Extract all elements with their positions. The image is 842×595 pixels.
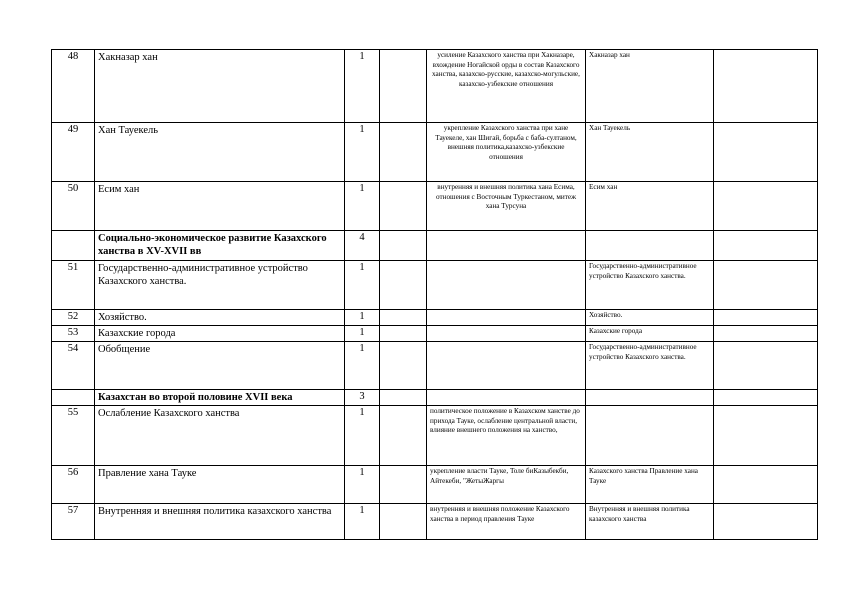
empty-cell: [380, 231, 427, 261]
lesson-number: [52, 231, 95, 261]
lesson-number: 54: [52, 342, 95, 390]
lesson-content: [427, 390, 586, 406]
table-row: [52, 50, 818, 123]
lesson-topic: Обобщение: [95, 342, 345, 390]
lesson-number: 55: [52, 406, 95, 466]
lesson-content: политическое положение в Казахском ханстве до прихода Тауке, ослабление центральной власти, влияние внешнего положения на ханство,: [427, 406, 586, 466]
lesson-content: укрепление власти Тауке, Толе биКазыбекби, Айтекеби, "ЖетыЖаргы: [427, 466, 586, 504]
section-row: [52, 390, 818, 406]
table-row: [52, 261, 818, 310]
lesson-terms: Внутренняя и внешняя политика казахского ханства: [586, 504, 714, 540]
section-row: [52, 231, 818, 261]
table-row: [52, 182, 818, 231]
lesson-terms: Государственно-административное устройство Казахского ханства.: [586, 261, 714, 310]
section-title: Социально-экономическое развитие Казахского ханства в XV-XVII вв: [95, 231, 345, 261]
lesson-terms: Хан Тауекель: [586, 123, 714, 182]
lesson-number: 49: [52, 123, 95, 182]
empty-cell: [380, 342, 427, 390]
lesson-topic: Есим хан: [95, 182, 345, 231]
table-row: [52, 123, 818, 182]
lesson-content: усиление Казахского ханства при Хакназаре, вхождение Ногайской орды в состав Казахского ханства, казахско-русские, казахско-могульские, казахско-узбекские отношения: [427, 50, 586, 123]
empty-cell: [380, 326, 427, 342]
lesson-number: 56: [52, 466, 95, 504]
section-hours: 4: [345, 231, 380, 261]
lesson-terms: Хозяйство.: [586, 310, 714, 326]
lesson-terms: Государственно-административное устройство Казахского ханства.: [586, 342, 714, 390]
lesson-hours: 1: [345, 50, 380, 123]
lesson-number: 52: [52, 310, 95, 326]
lesson-hours: 1: [345, 342, 380, 390]
empty-cell: [714, 504, 818, 540]
lesson-content: [427, 326, 586, 342]
lesson-content: внутренняя и внешняя политика хана Есима, отношения с Восточным Туркестаном, митеж хана Турсуна: [427, 182, 586, 231]
table-row: [52, 504, 818, 540]
empty-cell: [380, 123, 427, 182]
lesson-hours: 1: [345, 504, 380, 540]
lesson-topic: Правление хана Тауке: [95, 466, 345, 504]
empty-cell: [714, 123, 818, 182]
lesson-topic: Ослабление Казахского ханства: [95, 406, 345, 466]
empty-cell: [380, 182, 427, 231]
lesson-topic: Казахские города: [95, 326, 345, 342]
lesson-plan-table: [51, 49, 818, 540]
empty-cell: [714, 310, 818, 326]
lesson-content: внутренняя и внешняя положение Казахского ханства в период правления Тауке: [427, 504, 586, 540]
table-row: [52, 342, 818, 390]
lesson-topic: Хакназар хан: [95, 50, 345, 123]
lesson-terms: [586, 390, 714, 406]
empty-cell: [714, 406, 818, 466]
lesson-number: 50: [52, 182, 95, 231]
lesson-number: 48: [52, 50, 95, 123]
lesson-content: укрепление Казахского ханства при хане Тауекеле, хан Шигай, борьба с баба-султаном, внешняя политика,казахско-узбекские отношения: [427, 123, 586, 182]
lesson-content: [427, 310, 586, 326]
lesson-number: 53: [52, 326, 95, 342]
lesson-terms: [586, 406, 714, 466]
lesson-number: 51: [52, 261, 95, 310]
empty-cell: [380, 310, 427, 326]
empty-cell: [380, 504, 427, 540]
empty-cell: [380, 466, 427, 504]
lesson-terms: Казахские города: [586, 326, 714, 342]
lesson-topic: Хан Тауекель: [95, 123, 345, 182]
empty-cell: [714, 342, 818, 390]
empty-cell: [714, 390, 818, 406]
empty-cell: [380, 261, 427, 310]
lesson-hours: 1: [345, 406, 380, 466]
empty-cell: [714, 182, 818, 231]
table-row: [52, 326, 818, 342]
table-row: [52, 310, 818, 326]
lesson-terms: Казахского ханства Правление хана Тауке: [586, 466, 714, 504]
lesson-topic: Хозяйство.: [95, 310, 345, 326]
lesson-terms: Хакназар хан: [586, 50, 714, 123]
table-row: [52, 406, 818, 466]
lesson-hours: 1: [345, 466, 380, 504]
lesson-number: 57: [52, 504, 95, 540]
empty-cell: [380, 390, 427, 406]
lesson-hours: 1: [345, 310, 380, 326]
lesson-topic: Внутренняя и внешняя политика казахского ханства: [95, 504, 345, 540]
empty-cell: [714, 261, 818, 310]
empty-cell: [380, 50, 427, 123]
lesson-content: [427, 231, 586, 261]
lesson-hours: 1: [345, 326, 380, 342]
empty-cell: [714, 466, 818, 504]
empty-cell: [380, 406, 427, 466]
empty-cell: [714, 231, 818, 261]
lesson-content: [427, 342, 586, 390]
empty-cell: [714, 50, 818, 123]
lesson-hours: 1: [345, 182, 380, 231]
lesson-terms: Есим хан: [586, 182, 714, 231]
lesson-terms: [586, 231, 714, 261]
lesson-content: [427, 261, 586, 310]
lesson-hours: 1: [345, 261, 380, 310]
lesson-number: [52, 390, 95, 406]
empty-cell: [714, 326, 818, 342]
table-row: [52, 466, 818, 504]
section-title: Казахстан во второй половине XVII века: [95, 390, 345, 406]
lesson-hours: 1: [345, 123, 380, 182]
lesson-topic: Государственно-административное устройство Казахского ханства.: [95, 261, 345, 310]
section-hours: 3: [345, 390, 380, 406]
